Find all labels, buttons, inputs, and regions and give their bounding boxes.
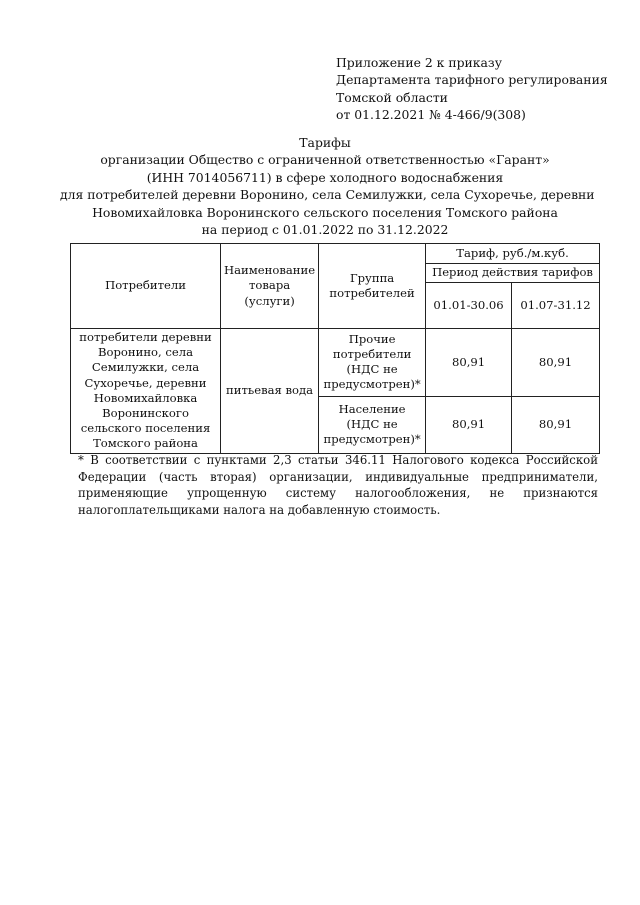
title-line: для потребителей деревни Воронино, села Семилужки, села Сухоречье, деревни [60, 187, 595, 203]
tariff-value: 80,91 [512, 396, 600, 453]
header-period-1: 01.01-30.06 [426, 283, 512, 329]
title-line: организации Общество с ограниченной ответственностью «Гарант» [100, 152, 550, 168]
tariff-value: 80,91 [512, 329, 600, 397]
header-tariff: Тариф, руб./м.куб. [426, 244, 600, 264]
appendix-line: Департамента тарифного регулирования [336, 72, 608, 88]
header-product: Наименование товара (услуги) [221, 244, 319, 329]
header-consumers: Потребители [71, 244, 221, 329]
tariff-value: 80,91 [426, 329, 512, 397]
title-heading: Тарифы [299, 135, 351, 150]
footnote: * В соответствии с пунктами 2,3 статьи 346.11 Налогового кодекса Российской Федерации (часть вторая) организации, индивидуальные предприниматели, применяющие упрощенную систему налогообложения, не признаются налогоплательщиками налога на добавленную стоимость. [78, 453, 598, 517]
tariff-table [70, 243, 600, 454]
product-cell: питьевая вода [221, 329, 319, 454]
table-row [71, 329, 600, 397]
title-line: (ИНН 7014056711) в сфере холодного водоснабжения [146, 169, 504, 185]
group-cell: Население (НДС не предусмотрен)* [319, 396, 426, 453]
appendix-header [336, 54, 608, 123]
header-period-2: 01.07-31.12 [512, 283, 600, 329]
title-line: на период с 01.01.2022 по 31.12.2022 [201, 222, 449, 238]
header-period: Период действия тарифов [426, 264, 600, 283]
consumers-cell: потребители деревни Воронино, села Семилужки, села Сухоречье, деревни Новомихайловка Воронинского сельского поселения Томского района [71, 329, 221, 454]
appendix-line: Томской области [336, 89, 448, 105]
appendix-line: Приложение 2 к приказу [336, 55, 502, 70]
title-line: Новомихайловка Воронинского сельского поселения Томского района [92, 204, 558, 220]
document-title [60, 134, 595, 238]
header-group: Группа потребителей [319, 244, 426, 329]
appendix-line: от 01.12.2021 № 4-466/9(308) [336, 106, 526, 122]
group-cell: Прочие потребители (НДС не предусмотрен)* [319, 329, 426, 397]
tariff-value: 80,91 [426, 396, 512, 453]
